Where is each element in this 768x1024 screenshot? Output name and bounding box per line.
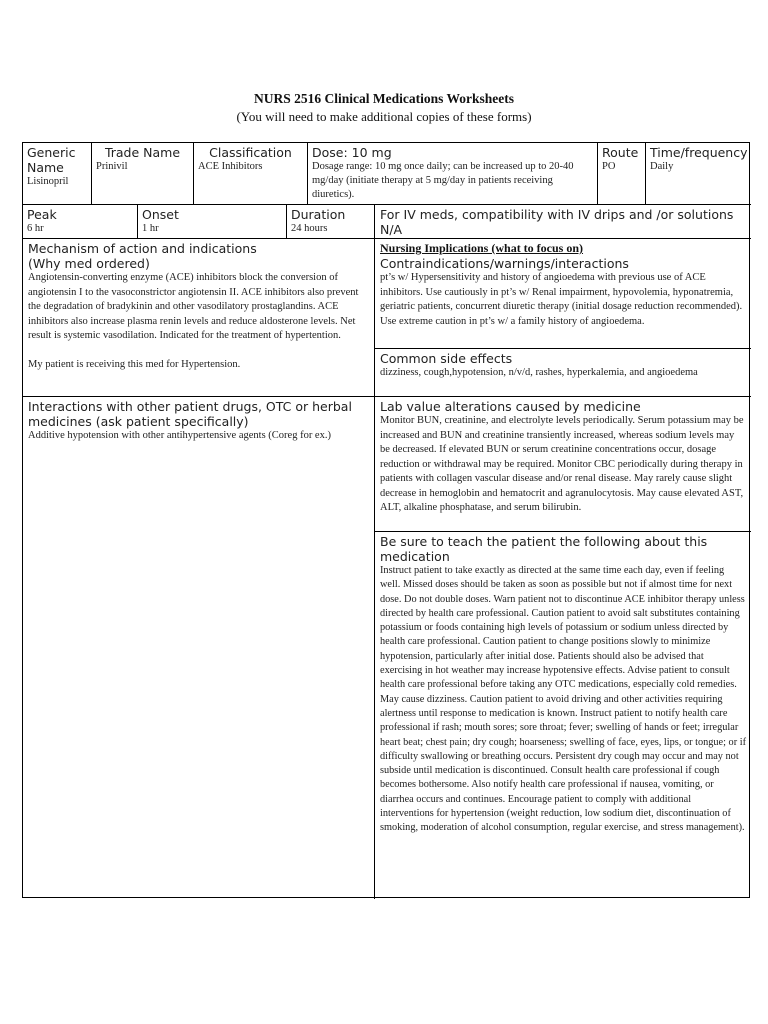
patient-teaching-text: Instruct patient to take exactly as directed at the same time each day, even if feeling well. Missed doses should be taken as soon as possible but not if almost time for next dose. Do not double doses. Warn patient not to discontinue ACE inhibitor therapy unless directed by health care professional. Caution patient to avoid salt substitutes containing potassium or foods containing high levels of potassium or sodium unless directed by health care professional. Caution patient to change positions slowly to minimize hypotension, particularly after initial dose. Patients should also be advised that exercising in hot weather may increase hypotensive effects. Advise patient to consult health care professional before taking any OTC medications, especially cold remedies. May cause dizziness. Caution patient to avoid driving and other activities requiring alertness until response to medication is known. Instruct patient to notify health care professional if rash; mouth sores; sore throat; fever; swelling of hands or feet; irregular heart beat; chest pain; dry cough; hoarseness; swelling of face, eyes, lips, or tongue; or if difficulty swallowing or breathing occurs. Persistent dry cough may occur and may not subside until medication is discontinued. Consult health care professional if cough becomes bothersome. Also notify health care professional if nausea, vomiting, or diarrhea occurs and continues. Encourage patient to comply with additional interventions for hypertension (weight reduction, low sodium diet, discontinuation of smoking, moderation of alcohol consumption, regular exercise, and stress management). <box>380 565 747 834</box>
mechanism-label-line2: (Why med ordered) <box>28 256 150 271</box>
onset-label: Onset <box>142 207 179 222</box>
nursing-implications-heading: Nursing Implications (what to focus on) <box>380 241 584 255</box>
peak-cell <box>23 204 137 238</box>
trade-name-cell <box>91 143 193 204</box>
page-subtitle: (You will need to make additional copies of these forms) <box>236 109 532 124</box>
time-frequency-label: Time/frequency <box>650 145 748 160</box>
interactions-text: Additive hypotension with other antihypertensive agents (Coreg for ex.) <box>28 430 331 441</box>
duration-value: 24 hours <box>291 223 328 234</box>
generic-name-label: Generic <box>27 145 76 160</box>
interactions-cell <box>23 396 374 899</box>
classification-cell <box>193 143 307 204</box>
patient-teaching-cell <box>374 531 751 899</box>
onset-value: 1 hr <box>142 223 159 234</box>
route-label: Route <box>602 145 639 160</box>
route-cell <box>597 143 645 204</box>
mechanism-label: Mechanism of action and indications <box>28 241 257 256</box>
dose-cell <box>307 143 597 204</box>
classification-label: Classification <box>209 145 292 160</box>
medication-worksheet-form <box>22 142 750 898</box>
interactions-label: Interactions with other patient drugs, OTC or herbal medicines (ask patient specifically) <box>28 399 352 429</box>
iv-compatibility-label: For IV meds, compatibility with IV drips and /or solutions <box>380 207 734 222</box>
duration-cell <box>286 204 374 238</box>
duration-label: Duration <box>291 207 346 222</box>
trade-name-label: Trade Name <box>104 145 181 160</box>
iv-compatibility-cell <box>374 204 751 238</box>
classification-value: ACE Inhibitors <box>198 161 263 172</box>
side-effects-text: dizziness, cough,hypotension, n/v/d, rashes, hyperkalemia, and angioedema <box>380 367 698 378</box>
generic-name-value: Lisinopril <box>27 176 69 187</box>
iv-compatibility-value: N/A <box>380 222 403 237</box>
generic-name-label-line2: Name <box>27 160 64 175</box>
side-effects-cell <box>374 348 751 396</box>
lab-values-text: Monitor BUN, creatinine, and electrolyte levels periodically. Serum potassium may be increased and BUN and creatinine transiently increased, whereas sodium levels may be decreased. If elevated BUN or serum creatinine concentrations occur, dosage reduction or withdrawal may be required. Monitor CBC periodically during therapy in patients with collagen vascular disease and/or renal disease. May rarely cause slight decrease in hemoglobin and hematocrit and agranulocytosis. May cause elevated AST, ALT, alkaline phosphatase, and serum bilirubin. <box>380 415 744 513</box>
route-value: PO <box>602 161 616 172</box>
patient-indication-note: My patient is receiving this med for Hypertension. <box>28 358 241 370</box>
lab-values-label: Lab value alterations caused by medicine <box>380 399 641 414</box>
lab-values-cell <box>374 396 751 531</box>
peak-label: Peak <box>27 207 57 222</box>
time-frequency-cell <box>645 143 751 204</box>
dose-value: Dosage range: 10 mg once daily; can be increased up to 20-40 mg/day (initiate therapy at 5 mg/day in patients receiving diuretics). <box>312 161 574 200</box>
page-title: NURS 2516 Clinical Medications Worksheets <box>253 91 514 106</box>
contraindications-text: pt’s w/ Hypersensitivity and history of angioedema with previous use of ACE inhibitors. Use cautiously in pt’s w/ Renal impairment, hypovolemia, hyponatremia, geriatric patients, concurrent diuretic therapy (initial dosage reduction recommended). Use extreme caution in pt’s w/ a family history of angioedema. <box>380 272 743 327</box>
peak-value: 6 hr <box>27 223 44 234</box>
contraindications-label: Contraindications/warnings/interactions <box>380 256 629 271</box>
trade-name-value: Prinivil <box>96 161 128 172</box>
generic-name-cell <box>23 143 91 204</box>
patient-teaching-label: Be sure to teach the patient the following about this medication <box>380 534 708 564</box>
mechanism-text: Angiotensin-converting enzyme (ACE) inhibitors block the conversion of angiotensin I to the vasoconstrictor angiotensin II. ACE inhibitors also prevent the degradation of bradykinin and other vasodilatory prostaglandins. ACE inhibitors also increase plasma renin levels and reduce aldosterone levels. Net result is systemic vasodilation. Indicated for the treatment of hypertention. <box>28 272 359 341</box>
time-frequency-value: Daily <box>650 161 674 172</box>
contraindications-cell <box>374 238 751 348</box>
dose-label: Dose: 10 mg <box>312 145 392 160</box>
mechanism-cell <box>23 238 374 396</box>
onset-cell <box>137 204 286 238</box>
side-effects-label: Common side effects <box>380 351 513 366</box>
